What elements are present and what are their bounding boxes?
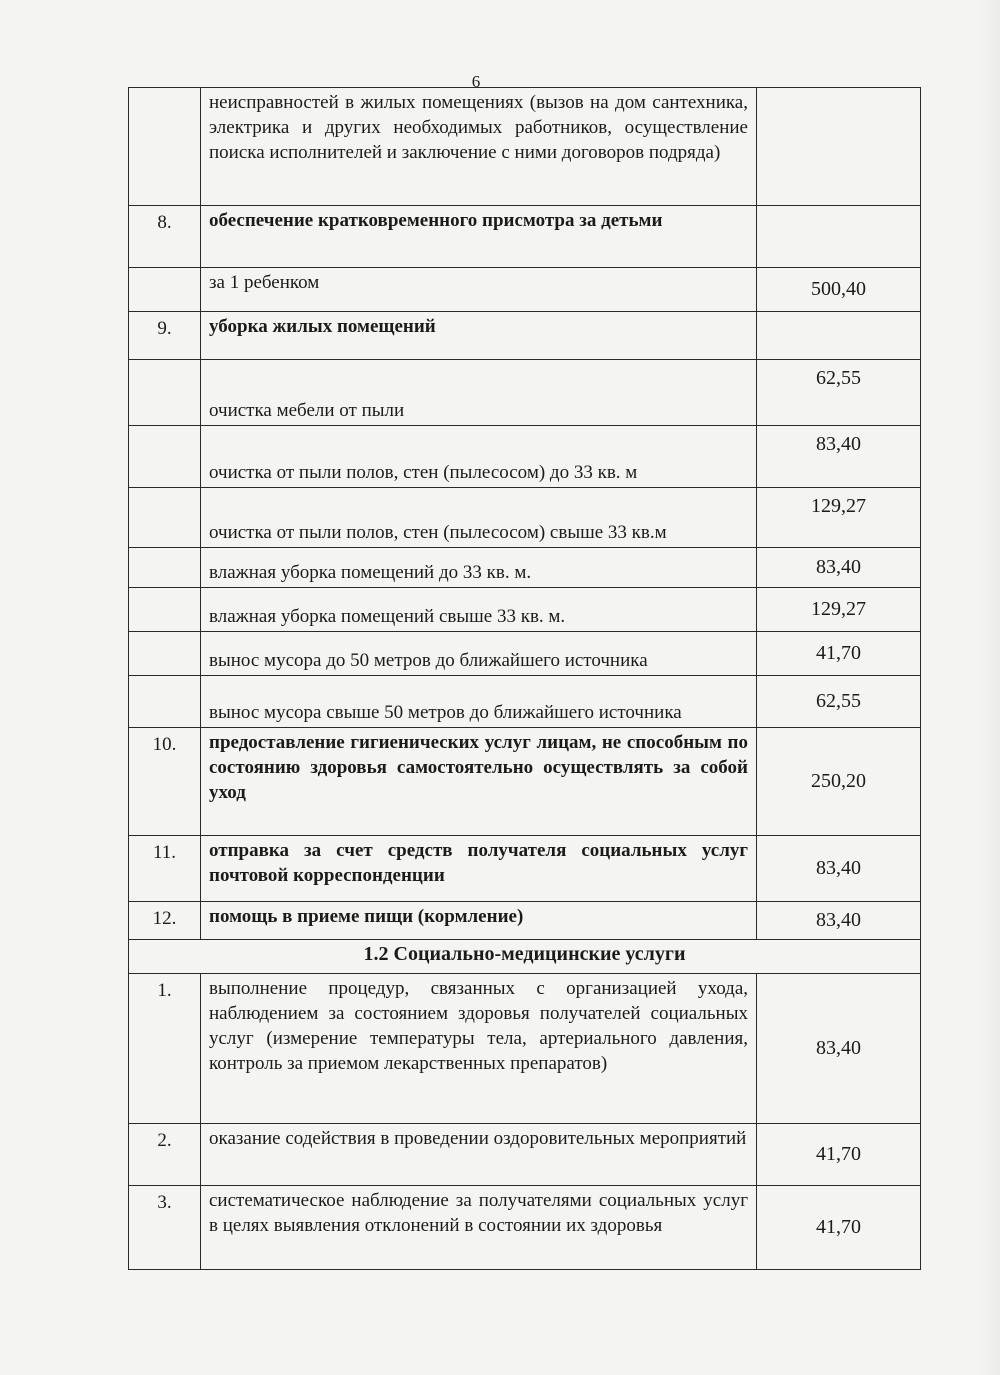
row-number: 12.	[129, 902, 201, 940]
table-row	[129, 426, 921, 488]
row-number: 10.	[129, 728, 201, 836]
table-row	[129, 268, 921, 312]
table-row	[129, 676, 921, 728]
table-row	[129, 312, 921, 360]
service-description: влажная уборка помещений свыше 33 кв. м.	[201, 588, 757, 632]
service-price: 41,70	[757, 1124, 921, 1186]
section-header-row	[129, 940, 921, 974]
service-description: отправка за счет средств получателя социальных услуг почтовой корреспонденции	[201, 836, 757, 902]
service-description: очистка от пыли полов, стен (пылесосом) свыше 33 кв.м	[201, 488, 757, 548]
tariff-table	[128, 87, 921, 1270]
row-number	[129, 360, 201, 426]
row-number: 11.	[129, 836, 201, 902]
service-description: помощь в приеме пищи (кормление)	[201, 902, 757, 940]
service-description: оказание содействия в проведении оздоровительных мероприятий	[201, 1124, 757, 1186]
service-description: влажная уборка помещений до 33 кв. м.	[201, 548, 757, 588]
table-row	[129, 632, 921, 676]
service-price: 83,40	[757, 836, 921, 902]
table-row	[129, 88, 921, 206]
service-description: очистка мебели от пыли	[201, 360, 757, 426]
service-description: неисправностей в жилых помещениях (вызов на дом сантехника, электрика и других необходимых работников, осуществление поиска исполнителей и заключение с ними договоров подряда)	[201, 88, 757, 206]
service-description: предоставление гигиенических услуг лицам, не способным по состоянию здоровья самостоятельно осуществлять за собой уход	[201, 728, 757, 836]
table-row	[129, 974, 921, 1124]
service-description: обеспечение кратковременного присмотра за детьми	[201, 206, 757, 268]
service-price: 62,55	[757, 676, 921, 728]
service-price: 129,27	[757, 488, 921, 548]
service-price: 83,40	[757, 548, 921, 588]
service-price	[757, 312, 921, 360]
service-price: 250,20	[757, 728, 921, 836]
table-row	[129, 206, 921, 268]
row-number	[129, 426, 201, 488]
row-number	[129, 632, 201, 676]
row-number	[129, 488, 201, 548]
scan-edge-shadow	[978, 0, 1000, 1375]
service-price: 500,40	[757, 268, 921, 312]
table-row	[129, 488, 921, 548]
service-description: вынос мусора свыше 50 метров до ближайшего источника	[201, 676, 757, 728]
service-price: 83,40	[757, 902, 921, 940]
service-description: систематическое наблюдение за получателями социальных услуг в целях выявления отклонений в состоянии их здоровья	[201, 1186, 757, 1270]
section-title: 1.2 Социально-медицинские услуги	[129, 940, 921, 974]
service-description: очистка от пыли полов, стен (пылесосом) до 33 кв. м	[201, 426, 757, 488]
table-row	[129, 836, 921, 902]
row-number: 9.	[129, 312, 201, 360]
service-description: вынос мусора до 50 метров до ближайшего источника	[201, 632, 757, 676]
service-price: 83,40	[757, 974, 921, 1124]
service-price	[757, 88, 921, 206]
table-row	[129, 548, 921, 588]
row-number	[129, 588, 201, 632]
service-price: 41,70	[757, 632, 921, 676]
service-description: за 1 ребенком	[201, 268, 757, 312]
service-price: 62,55	[757, 360, 921, 426]
table-row	[129, 360, 921, 426]
table-row	[129, 1186, 921, 1270]
service-price: 41,70	[757, 1186, 921, 1270]
row-number	[129, 548, 201, 588]
row-number: 2.	[129, 1124, 201, 1186]
row-number: 8.	[129, 206, 201, 268]
row-number	[129, 88, 201, 206]
row-number: 3.	[129, 1186, 201, 1270]
table-row	[129, 902, 921, 940]
table-row	[129, 1124, 921, 1186]
row-number: 1.	[129, 974, 201, 1124]
table-row	[129, 588, 921, 632]
service-price: 83,40	[757, 426, 921, 488]
row-number	[129, 268, 201, 312]
table-row	[129, 728, 921, 836]
page-number: 6	[471, 72, 481, 91]
service-price: 129,27	[757, 588, 921, 632]
service-description: выполнение процедур, связанных с организацией ухода, наблюдением за состоянием здоровья получателей социальных услуг (измерение температуры тела, артериального давления, контроль за приемом лекарственных препаратов)	[201, 974, 757, 1124]
service-description: уборка жилых помещений	[201, 312, 757, 360]
service-price	[757, 206, 921, 268]
row-number	[129, 676, 201, 728]
